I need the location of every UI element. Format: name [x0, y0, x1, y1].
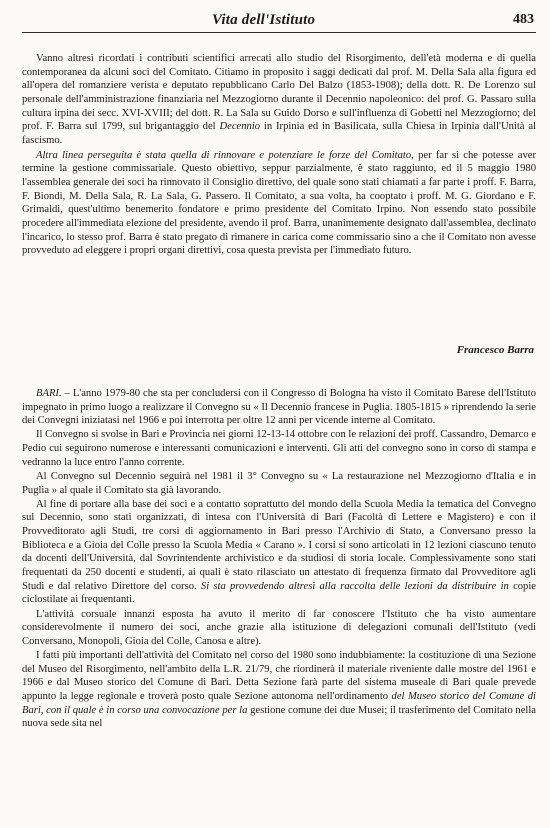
paragraph-text: per far sì che potesse aver termine la gestione commissariale. Questo obiettivo, seppur parzialmente, è stato raggiunto, ed il 5 maggio 1980 l'assemblea generale dei soci ha rinnovato il Consiglio direttivo, del quale sono stati chiamati a far parte i proff. F. Barra, F. Biondi, M. Della Sala, R. La Sala, G. Passero. Il Comitato, a sua volta, ha cooptato i proff. M. G. Giordano e F. Grimaldi, quest'ultimo benemerito fondatore e primo presidente del Comitato Irpino. Non essendo stato possibile procedere all'immediata elezione del presidente, avendo il prof. Barra, unanimemente designato dall'assemblea, declinato l'incarico, lo stesso prof. Barra è stato pregato di rimanere in carica come commissario sino a che il Comitato non avesse provveduto ad eleggere i propri organi direttivi, cosa questa prevista per l'immediato futuro.	[22, 149, 536, 257]
page-number: 483	[513, 12, 534, 27]
paragraph-text: Vanno altresì ricordati i contributi scientifici arrecati allo studio del Risorgimento, dell'età moderna e di quella contemporanea da alcuni soci del Comitato. Citiamo in proposito i saggi dedicati dal prof. M. Della Sala alla figura ed all'opera del romanziere verista e deputato repubblicano Carlo Del Balzo (1853-1908); della dott. R. De Lorenzo sul personale dell'amministrazione finanziaria nel Mezzogiorno durante il Decennio napoleonico: del prof. G. Passaro sulla cultura irpina dei secc. XVI-XVIII; del dott. R. La Sala su Guido Dorso e sull'influenza di Gobetti nel Mezzogiorno; del prof. F. Barra sul 1799, sul brigantaggio del	[22, 53, 536, 133]
emphasis-text: Si sta provvedendo altresì alla raccolta delle lezioni da distribuire in	[200, 580, 509, 592]
paragraph	[22, 608, 536, 649]
paragraph	[22, 428, 536, 469]
paragraph	[22, 52, 536, 148]
city-heading: BARI.	[36, 388, 62, 399]
paragraph	[22, 470, 536, 497]
paragraph-text: L'attività corsuale innanzi esposta ha avuto il merito di far conoscere l'Istituto che ha visto aumentare considerevolmente il numero dei soci, anche grazie alla istituzione di delegazioni comunali dell'Istituto (vedi Conversano, Monopoli, Gioia del Colle, Canosa e altre).	[22, 608, 536, 647]
paragraph-text: in Irpinia ed in Basilicata, sulla Chiesa in Irpinia dall'Unità al fascismo.	[22, 121, 536, 146]
running-title: Vita dell'Istituto	[212, 12, 316, 28]
paragraph-text: Il Convegno si svolse in Bari e Provincia nei giorni 12-13-14 ottobre con le relazioni dei proff. Cassandro, Demarco e Pedio cui seguirono numerose e interessanti comunicazioni e interventi. Gli atti del convegno sono in corso di stampa e vedranno la luce entro l'anno corrente.	[22, 429, 536, 468]
emphasis-text: del Museo storico del Comune di Bari, con il quale è in corso una convocazione per la	[22, 690, 536, 716]
paragraph-text: – L'anno 1979-80 che sta per concludersi con il Congresso di Bologna ha visto il Comitato Barese dell'Istituto impegnato in primo luogo a realizzare il Convegno su « Il Decennio francese in Puglia. 1805-1815 » riprendendo la serie dei Convegni iniziatasi nel 1966 e poi interrotta per oltre 12 anni per vicende interne al Comitato.	[22, 388, 536, 427]
paragraph-text: Al Convegno sul Decennio seguirà nel 1981 il 3° Convegno su « La restaurazione nel Mezzogiorno d'Italia e in Puglia » al quale il Comitato sta già lavorando.	[22, 470, 536, 496]
paragraph	[22, 387, 536, 428]
paragraph-text: copie ciclostilate ai frequentanti.	[22, 580, 537, 606]
paragraph-text: gestione comune dei due Musei; il trasferimento del Comitato nella nuova sede sita nel	[22, 704, 537, 730]
paragraph	[22, 149, 536, 258]
paragraph-text: I fatti più importanti dell'attività del Comitato nel corso del 1980 sono indubbiamente: la costituzione di una Sezione del Museo del Risorgimento, nell'ambito della L.R. 21/79, che riordinerà il materiale riveniente dalle mostre del 1961 e 1966 e dal Museo storico del Comune di Bari. Detta Sezione farà parte del sistema museale di Bari quale prevede appunto la legge regionale e troverà posto quale Sezione autonoma nell'ordinamento	[22, 649, 536, 702]
committee-bari-section	[22, 387, 536, 731]
paragraph	[22, 649, 536, 731]
page-header	[22, 10, 536, 33]
emphasis-text: Altra linea perseguita è stata quella di rinnovare e potenziare le forze del Comitato,	[36, 149, 414, 161]
paragraph	[22, 498, 536, 607]
emphasis-text: Decennio	[219, 121, 261, 133]
author-signature: Francesco Barra	[456, 344, 534, 356]
committee-irpino-section	[22, 52, 536, 258]
paragraph-text: Al fine di portare alla base dei soci e a contatto soprattutto del mondo della Scuola Media la tematica del Convegno sul Decennio, sono stati organizzati, di intesa con l'Università di Bari (Facoltà di Lettere e Magistero) e con il Provveditorato agli Studi, tre corsi di aggiornamento in Bari presso l'Archivio di Stato, a Conversano presso la Biblioteca e a Gioia del Colle presso la Scuola Media « Carano ». I corsi si sono articolati in 12 lezioni ciascuno tenuto da docenti dell'Università, dal Sovrintendente archivistico e da studiosi di storia locale. Complessivamente sono stati frequentati da 250 docenti e studenti, ai quali è stato rilasciato un attestato di frequenza firmato dal Provveditore agli Studi e dal relativo Direttore del corso.	[22, 498, 536, 592]
